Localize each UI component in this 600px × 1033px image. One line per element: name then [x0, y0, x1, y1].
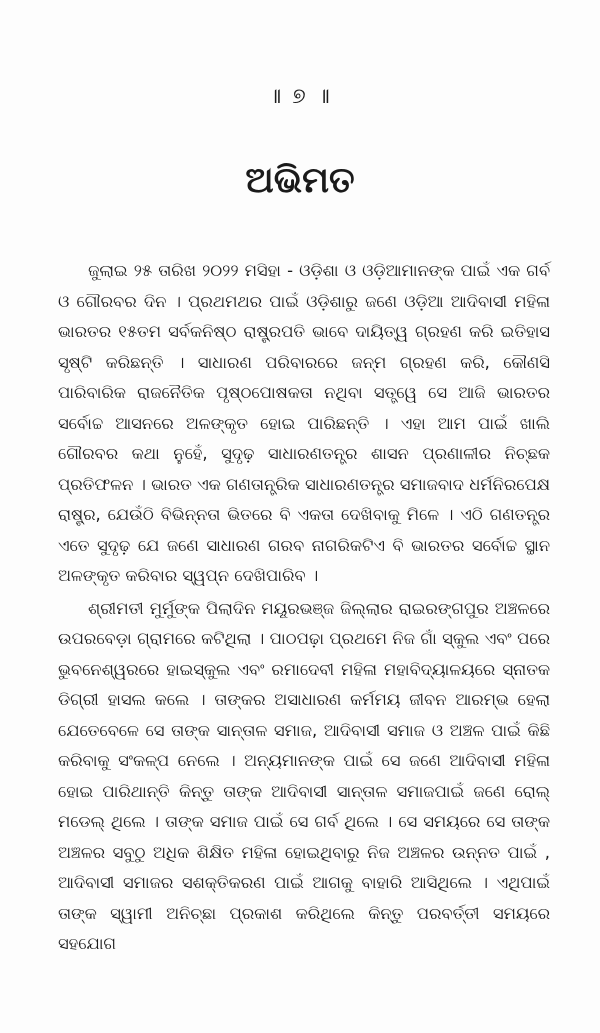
page-number: ॥ ୭ ॥ [268, 84, 332, 109]
body-text [58, 256, 550, 960]
page-title: ଅଭିମତ [245, 160, 355, 201]
paragraph-2: ଶ୍ରୀମତୀ ମୁର୍ମୁଙ୍କ ପିଲାଦିନ ମୟୂରଭଞ୍ଜ ଜିଲ୍ଲାର ରାଇରଙ୍ଗପୁର ଅଞ୍ଚଳରେ ଉପରବେଡ଼ା ଗ୍ରାମରେ କଟିଥିଲା । ପାଠପଢ଼ା ପ୍ରଥମେ ନିଜ ଗାଁ ସ୍କୁଲ ଏବଂ ପରେ ଭୁବନେଶ୍ୱରରେ ହାଇସ୍କୁଲ ଏବଂ ରମାଦେବୀ ମହିଳା ମହାବିଦ୍ୟାଳୟରେ ସ୍ନାତକ ଡିଗ୍ରୀ ହାସଲ କଲେ । ତାଙ୍କର ଅସାଧାରଣ କର୍ମମୟ ଜୀବନ ଆରମ୍ଭ ହେଲା ଯେତେବେଳେ ସେ ତାଙ୍କ ସାନ୍ତାଳ ସମାଜ, ଆଦିବାସୀ ସମାଜ ଓ ଅଞ୍ଚଳ ପାଇଁ କିଛି କରିବାକୁ ସଂକଳ୍ପ ନେଲେ । ଅନ୍ୟମାନଙ୍କ ପାଇଁ ସେ ଜଣେ ଆଦିବାସୀ ମହିଳା ହୋଇ ପାରିଥାନ୍ତି କିନ୍ତୁ ତାଙ୍କ ଆଦିବାସୀ ସାନ୍ତାଳ ସମାଜପାଇଁ ଜଣେ ରୋଲ୍ ମଡେଲ୍ ଥିଲେ । ତାଙ୍କ ସମାଜ ପାଇଁ ସେ ଗର୍ବ ଥିଲେ । ସେ ସମୟରେ ସେ ତାଙ୍କ ଅଞ୍ଚଳର ସବୁଠୁ ଅଧିକ ଶିକ୍ଷିତ ମହିଳା ହୋଇଥିବାରୁ ନିଜ ଅଞ୍ଚଳର ଉନ୍ନତ ପାଇଁ , ଆଦିବାସୀ ସମାଜର ସଶକ୍ତିକରଣ ପାଇଁ ଆଗକୁ ବାହାରି ଆସିଥିଲେ । ଏଥିପାଇଁ ତାଙ୍କ ସ୍ୱାମୀ ଅନିଚ୍ଛା ପ୍ରକାଶ କରିଥିଲେ କିନ୍ତୁ ପରବର୍ତ୍ତୀ ସମୟରେ ସହଯୋଗ [58, 598, 550, 953]
paragraph-1: ଜୁଲାଇ ୨୫ ତାରିଖ ୨୦୨୨ ମସିହା - ଓଡ଼ିଶା ଓ ଓଡ଼ିଆମାନଙ୍କ ପାଇଁ ଏକ ଗର୍ବ ଓ ଗୌରବର ଦିନ । ପ୍ରଥମଥର ପାଇଁ ଓଡ଼ିଶାରୁ ଜଣେ ଓଡ଼ିଆ ଆଦିବାସୀ ମହିଳା ଭାରତର ୧୫ତମ ସର୍ବକନିଷ୍ଠ ରାଷ୍ଟ୍ରପତି ଭାବେ ଦାୟିତ୍ୱ ଗ୍ରହଣ କରି ଇତିହାସ ସୃଷ୍ଟି କରିଛନ୍ତି । ସାଧାରଣ ପରିବାରରେ ଜନ୍ମ ଗ୍ରହଣ କରି, କୌଣସି ପାରିବାରିକ ରାଜନୈତିକ ପୃଷ୍ଠପୋଷକତା ନଥିବା ସତ୍ତ୍ୱେ ସେ ଆଜି ଭାରତର ସର୍ବୋଚ୍ଚ ଆସନରେ ଅଳଙ୍କୃତ ହୋଇ ପାରିଛନ୍ତି । ଏହା ଆମ ପାଇଁ ଖାଲି ଗୌରବର କଥା ନୁହେଁ, ସୁଦୃଢ଼ ସାଧାରଣତନ୍ତ୍ର ଶାସନ ପ୍ରଣାଳୀର ନିଚ୍ଛକ ପ୍ରତିଫଳନ । ଭାରତ ଏକ ଗଣତାନ୍ତ୍ରିକ ସାଧାରଣତନ୍ତ୍ର ସମାଜବାଦ ଧର୍ମନିରପେକ୍ଷ ରାଷ୍ଟ୍ର, ଯେଉଁଠି ବିଭିନ୍ନତା ଭିତରେ ବି ଏକତା ଦେଖିବାକୁ ମିଳେ । ଏଠି ଗଣତନ୍ତ୍ର ଏତେ ସୁଦୃଢ଼ ଯେ ଜଣେ ସାଧାରଣ ଗରବ ନାଗରିକଟିଏ ବି ଭାରତର ସର୍ବୋଚ୍ଚ ସ୍ଥାନ ଅଳଙ୍କୃତ କରିବାର ସ୍ୱପ୍ନ ଦେଖିପାରିବ । [58, 261, 550, 585]
